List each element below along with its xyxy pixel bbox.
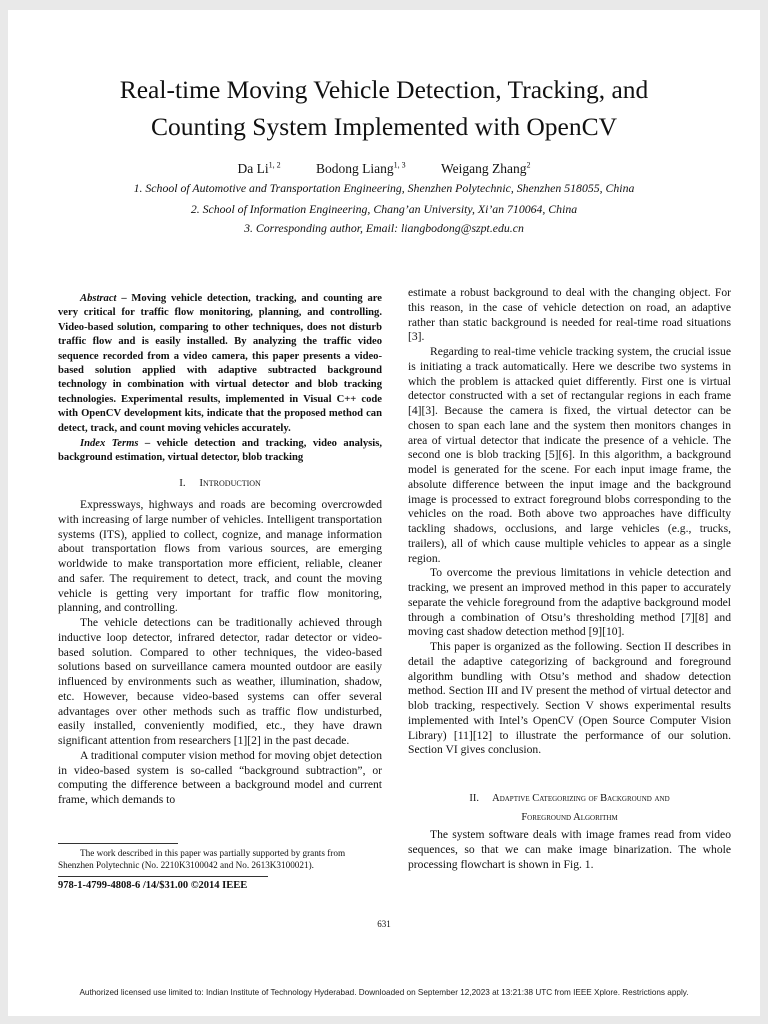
section-title-line2: Foreground Algorithm	[521, 812, 618, 823]
paragraph: To overcome the previous limitations in vehicle detection and tracking, we present an improved method in this paper to accurately separate the vehicle foreground from the adaptive background model through a combination of Otsu’s thresholding method [7][8] and moving cast shadow detection method [9][10].	[408, 566, 731, 639]
section-heading-introduction	[58, 477, 382, 489]
section-number: II.	[469, 793, 479, 804]
author-sup: 2	[526, 160, 531, 169]
paragraph: Expressways, highways and roads are becoming overcrowded with increasing of large number of vehicles. Intelligent transportation systems (ITS), applied to collect, cognize, and manage information about transportation flows from various sources, are emerging worldwide to make transportation more efficient, reliable, cleaner and safer. The requirement to detect, track, and count the moving vehicle is getting very important for traffic flow monitoring, planning, and controlling.	[58, 498, 382, 615]
paragraph: The vehicle detections can be traditionally achieved through inductive loop detector, infrared detector, radar detector or video-based solution. Compared to other techniques, the video-based solutions based on surveillance camera mounted outdoor are easily influenced by environments such as weather, illumination, shadow, etc. However, because video-based systems can offer several advantages over other methods such as traffic flow undisturbed, easily installed, conveniently modified, etc., they have drawn significant attention from researchers [1][2] in the past decade.	[58, 616, 382, 747]
affiliation-2: 2. School of Information Engineering, Chang’an University, Xi’an 710064, China	[190, 202, 578, 216]
paragraph: A traditional computer vision method for moving objet detection in video-based system is so-called “background subtraction”, or computing the difference between a background model and current frame, which demands to	[58, 748, 382, 806]
author-sup: 1, 2	[268, 160, 281, 169]
author-sup: 1, 3	[393, 160, 406, 169]
author-1	[237, 161, 280, 176]
right-column-body	[408, 286, 731, 758]
index-terms	[58, 437, 382, 466]
paper-title-line1: Real-time Moving Vehicle Detection, Tracking, and	[119, 75, 649, 104]
author-list	[0, 160, 768, 177]
section-number: I.	[179, 477, 186, 489]
author-name: Bodong Liang	[315, 160, 394, 176]
section-title: Introduction	[199, 477, 261, 489]
author-3	[441, 161, 531, 176]
page-number: 631	[377, 919, 391, 929]
author-2	[316, 161, 406, 176]
section2-body	[408, 828, 731, 872]
abstract	[58, 292, 382, 436]
abstract-text: – Moving vehicle detection, tracking, and counting are very critical for traffic flow monitoring, planning, and controlling. Video-based solution, comparing to other techniques, does not disturb traffic flow and is easily installed. By analyzing the traffic video sequence recorded from a video camera, this paper presents a video-based solution applied with adaptive subtracted background technology in combination with virtual detector and blob tracking technologies. Experimental results, implemented in Visual C++ code with OpenCV development kits, indicate that the proposed method can detect, track, and count moving vehicles accurately.	[58, 293, 382, 434]
affiliation-1: 1. School of Automotive and Transportation Engineering, Shenzhen Polytechnic, Shenzhen 518055, China	[133, 181, 635, 195]
footnote-divider	[58, 843, 178, 844]
author-name: Weigang Zhang	[440, 160, 527, 176]
paper-title-line2: Counting System Implemented with OpenCV	[150, 112, 618, 141]
author-name: Da Li	[237, 160, 269, 176]
section-heading-adaptive	[408, 789, 731, 827]
paragraph: Regarding to real-time vehicle tracking system, the crucial issue is initiating a track automatically. Here we describe two systems in which the problem is attacked quiet differently. First one is virtual detector constructed with a set of rectangular regions in each frame [4][3]. Because the camera is fixed, the virtual detector can be chosen to span each lane and the system then monitors changes in area of virtual detector that indicate the presence of a vehicle. The second one is blob tracking [5][6]. In this algorithm, a background model is generated for the scene. For each input image frame, the absolute difference between the input image and the background image is processed to extract foreground blobs corresponding to the vehicles on the road. Both above two approaches have difficulty tackling shadows, occlusions, and large vehicles (e.g., trucks, trailers), all of which cause multiple vehicles to appear as a single region.	[408, 345, 731, 565]
isbn-line: 978-1-4799-4808-6 /14/$31.00 ©2014 IEEE	[58, 880, 248, 891]
affiliation-3: 3. Corresponding author, Email: liangbodong@szpt.edu.cn	[244, 221, 524, 235]
abstract-label: Abstract	[80, 293, 117, 304]
introduction-body	[58, 498, 382, 808]
section-title-line1: Adaptive Categorizing of Background and	[492, 793, 670, 804]
paragraph: estimate a robust background to deal with the changing object. For this reason, in the case of vehicle detection on road, an adaptive rather than static background is needed for real-time road situations [3].	[408, 286, 731, 344]
isbn-divider	[58, 876, 268, 877]
footnote	[58, 847, 382, 871]
index-terms-label: Index Terms	[80, 438, 139, 449]
footnote-text: The work described in this paper was partially supported by grants from Shenzhen Polytechnic (No. 2210K3100042 and No. 2613K3100021).	[58, 848, 346, 870]
index-terms-text: – vehicle detection and tracking, video analysis, background estimation, virtual detector, blob tracking	[58, 438, 382, 464]
license-notice: Authorized licensed use limited to: Indian Institute of Technology Hyderabad. Downloaded on September 12,2023 at 13:21:38 UTC from IEEE Xplore. Restrictions apply.	[79, 988, 689, 997]
paragraph: The system software deals with image frames read from video sequences, so that we can make image binarization. The whole processing flowchart is shown in Fig. 1.	[408, 828, 731, 871]
paragraph: This paper is organized as the following. Section II describes in detail the adaptive categorizing of background and foreground algorithm bundling with Otsu’s method and shadow detection method. Section III and IV present the method of virtual detector and blob tracking, respectively. Section V shows experimental results implemented with Intel’s OpenCV (Open Source Computer Vision Library) [11][12] to illustrate the performance of our solution. Section VI gives conclusion.	[408, 640, 731, 757]
